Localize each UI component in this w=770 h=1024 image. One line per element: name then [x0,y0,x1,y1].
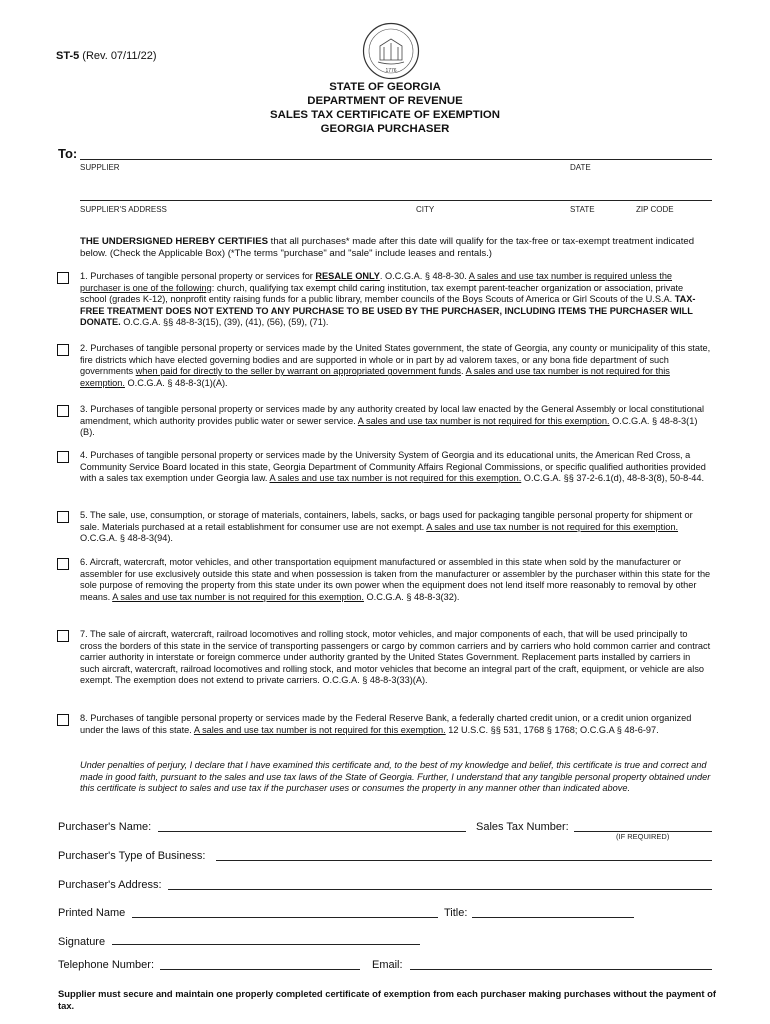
exemption-6-text [80,557,712,603]
exemption-7-text [80,629,712,687]
exemption-text-run: 8. Purchases of tangible personal property or services made by the Federal Reserve Bank, a federally charted credit union, or a credit union organized under the laws of this state. [80,713,692,735]
if-required-note: (IF REQUIRED) [616,832,670,841]
supplier-address-label: SUPPLIER'S ADDRESS [80,205,167,214]
exemption-text-run: O.C.G.A. §§ 48-8-3(15), (39), (41), (56), (59), (71). [120,317,329,328]
exemption-text-run: A sales and use tax number is not required for this exemption. [269,473,522,484]
intro-bold: THE UNDERSIGNED HEREBY CERTIFIES [80,236,268,247]
exemption-text-run: O.C.G.A. §§ 37-2-6.1(d), 48-8-3(8), 50-8-44. [521,473,705,484]
telephone-label: Telephone Number: [58,959,155,971]
exemption-text-run: RESALE ONLY [315,271,380,281]
supplier-address-field[interactable] [80,200,712,201]
city-label: CITY [416,205,435,214]
intro-text: that all purchases* made after this date will qualify for the tax-free or tax-exempt treatment indicated below. (Check the Applicable Box) (*The terms "purchase" and "sale" include leases and rentals.) [80,236,695,259]
exemption-text-run: A sales and use tax number is not required for this exemption. [193,724,446,735]
supplier-label: SUPPLIER [80,163,120,172]
exemption-5-text [80,510,712,545]
exemption-4-checkbox[interactable] [57,451,69,463]
svg-text:1776: 1776 [385,68,397,74]
exemption-1-checkbox[interactable] [57,272,69,284]
exemption-text-run: . O.C.G.A. § 48-8-30. [379,271,469,281]
form-title-4: GEORGIA PURCHASER [320,123,450,135]
exemption-6-checkbox[interactable] [57,558,69,570]
printed-name-label: Printed Name [58,907,126,919]
zip-code-label: ZIP CODE [636,205,674,214]
exemption-text-run: 3. Purchases of tangible personal property or services made by any authority created by local law enacted by the General Assembly or local constitutional amendment, which authority provides public water or sewer service. [80,404,705,426]
exemption-text-run: A sales and use tax number is not required for this exemption. [80,366,670,388]
purchaser-name-field[interactable] [158,831,466,832]
date-label: DATE [570,163,591,172]
exemption-text-run: 4. Purchases of tangible personal property or services made by the University System of Georgia and its educational units, the American Red Cross, a Community Service Board located in this state, Georgia Department of Community Affairs Regional Commissions, or specific qualified authorities provided with a sales tax exemption under Georgia law. [80,450,706,484]
email-label: Email: [372,959,403,971]
title-label: Title: [444,907,468,919]
perjury-statement: Under penalties of perjury, I declare that I have examined this certificate and, to the best of my knowledge and belief, this certificate is true and correct and made in good faith, pursuant to the sales and use tax laws of the State of Georgia. Further, I understand that any tangible personal property obtained under this certificate is subject to sales and use tax if the purchaser uses or consumes the property in any manner other than indicated above. [80,760,711,794]
exemption-text-run: A sales and use tax number is not required for this exemption. [357,415,610,426]
exemption-text-run: A sales and use tax number is required unless the purchaser is one of the following [80,271,673,293]
exemption-text-run: 12 U.S.C. §§ 531, 1768 § 1768; O.C.G.A § 48-6-97. [445,724,659,735]
exemption-text-run: 6. Aircraft, watercraft, motor vehicles, and other transportation equipment manufactured or assembled in this state when sold by the manufacturer or assembler for use exclusively outside this state and when possession is taken from the manufacturer or assembler by the purchaser within this state for the sole purpose of removing the property from this state under its own power when the equipment does not lend itself more reasonably to removal by other means. [80,557,711,602]
form-id [56,50,156,62]
exemption-text-run: 5. The sale, use, consumption, or storage of materials, containers, labels, sacks, or bags used for packaging tangible personal property for shipment or sale. Materials purchased at a retail establishment for consumer use are not exempt. [80,510,693,532]
purchaser-name-label: Purchaser's Name: [58,821,152,833]
form-title-2: DEPARTMENT OF REVENUE [307,95,463,107]
purchaser-address-field[interactable] [168,889,712,890]
exemption-text-run: O.C.G.A. § 48-8-3(32). [363,591,460,602]
georgia-seal-icon [362,22,420,80]
footer-note: Supplier must secure and maintain one properly completed certificate of exemption from each purchaser making purchases without the payment of tax. [58,988,716,1011]
exemption-8-checkbox[interactable] [57,714,69,726]
business-type-field[interactable] [216,860,712,861]
exemption-text-run: A sales and use tax number is not required for this exemption. [112,591,364,602]
exemption-text-run: O.C.G.A. § 48-8-3(94). [80,533,173,544]
exemption-8-text [80,713,712,736]
exemption-7-checkbox[interactable] [57,630,69,642]
purchaser-address-label: Purchaser's Address: [58,879,162,891]
exemption-text-run: TAX-FREE TREATMENT DOES NOT EXTEND TO ANY PURCHASE TO BE USED BY THE PURCHASER, INCLUDING ITEMS THE PURCHASER WILL DONATE. [80,294,696,328]
exemption-3-text [80,404,712,439]
business-type-label: Purchaser's Type of Business: [58,850,206,862]
exemption-text-run: O.C.G.A. § 48-8-3(1)(A). [124,377,228,388]
signature-label: Signature [58,936,106,948]
form-code: ST-5 [56,50,80,62]
exemption-text-run: 2. Purchases of tangible personal property or services made by the United States government, the state of Georgia, any county or municipality of this state, fire districts which have elected governing bodies and are supported in whole or in part by ad valorem taxes, or any bona fide department of such governments [80,343,711,377]
certification-intro [80,236,712,260]
exemption-1-text [80,271,712,329]
exemption-text-run: when paid for directly to the seller by warrant on appropriated government funds [135,366,461,377]
exemption-text-run: 1. Purchases of tangible personal property or services for [80,271,316,281]
exemption-text-run: : church, qualifying tax exempt child caring institution, tax exempt parent-teacher organization or association, private school (grades K-12), nonprofit entity raising funds for a public library, member councils of the Boys Scouts of America or Girl Scouts of the U.S.A. [80,282,684,305]
to-label: To: [58,146,78,161]
form-revision: (Rev. 07/11/22) [82,50,157,62]
exemption-5-checkbox[interactable] [57,511,69,523]
exemption-text-run: . [461,366,466,377]
title-field[interactable] [472,917,634,918]
exemption-2-text [80,343,712,389]
signature-field[interactable] [112,944,420,945]
email-field[interactable] [410,969,712,970]
telephone-field[interactable] [160,969,360,970]
exemption-text-run: O.C.G.A. § 48-8-3(1)(B). [80,415,698,438]
exemption-4-text [80,450,712,485]
state-label: STATE [570,205,595,214]
printed-name-field[interactable] [132,917,438,918]
form-title-3: SALES TAX CERTIFICATE OF EXEMPTION [270,109,500,121]
exemption-3-checkbox[interactable] [57,405,69,417]
exemption-text-run: 7. The sale of aircraft, watercraft, railroad locomotives and rolling stock, motor vehicles, and major components of each, that will be used principally to cross the borders of this state in the service of transporting passengers or cargo by common carriers and by carriers who hold common carrier and contract carrier authority in interstate or foreign commerce under authority granted by the United States Government. Replacement parts installed by carriers in such aircraft, watercraft, railroad locomotives and rolling stock, and motor vehicles that become an integral part of the craft, equipment, or vehicle are also exempt. The exemption does not extend to private carriers. O.C.G.A. § 48-8-3(33)(A). [80,629,711,686]
exemption-text-run: A sales and use tax number is not required for this exemption. [426,521,679,532]
sales-tax-number-label: Sales Tax Number: [476,821,569,833]
form-title-1: STATE OF GEORGIA [329,81,441,93]
supplier-field[interactable] [80,159,712,160]
exemption-2-checkbox[interactable] [57,344,69,356]
